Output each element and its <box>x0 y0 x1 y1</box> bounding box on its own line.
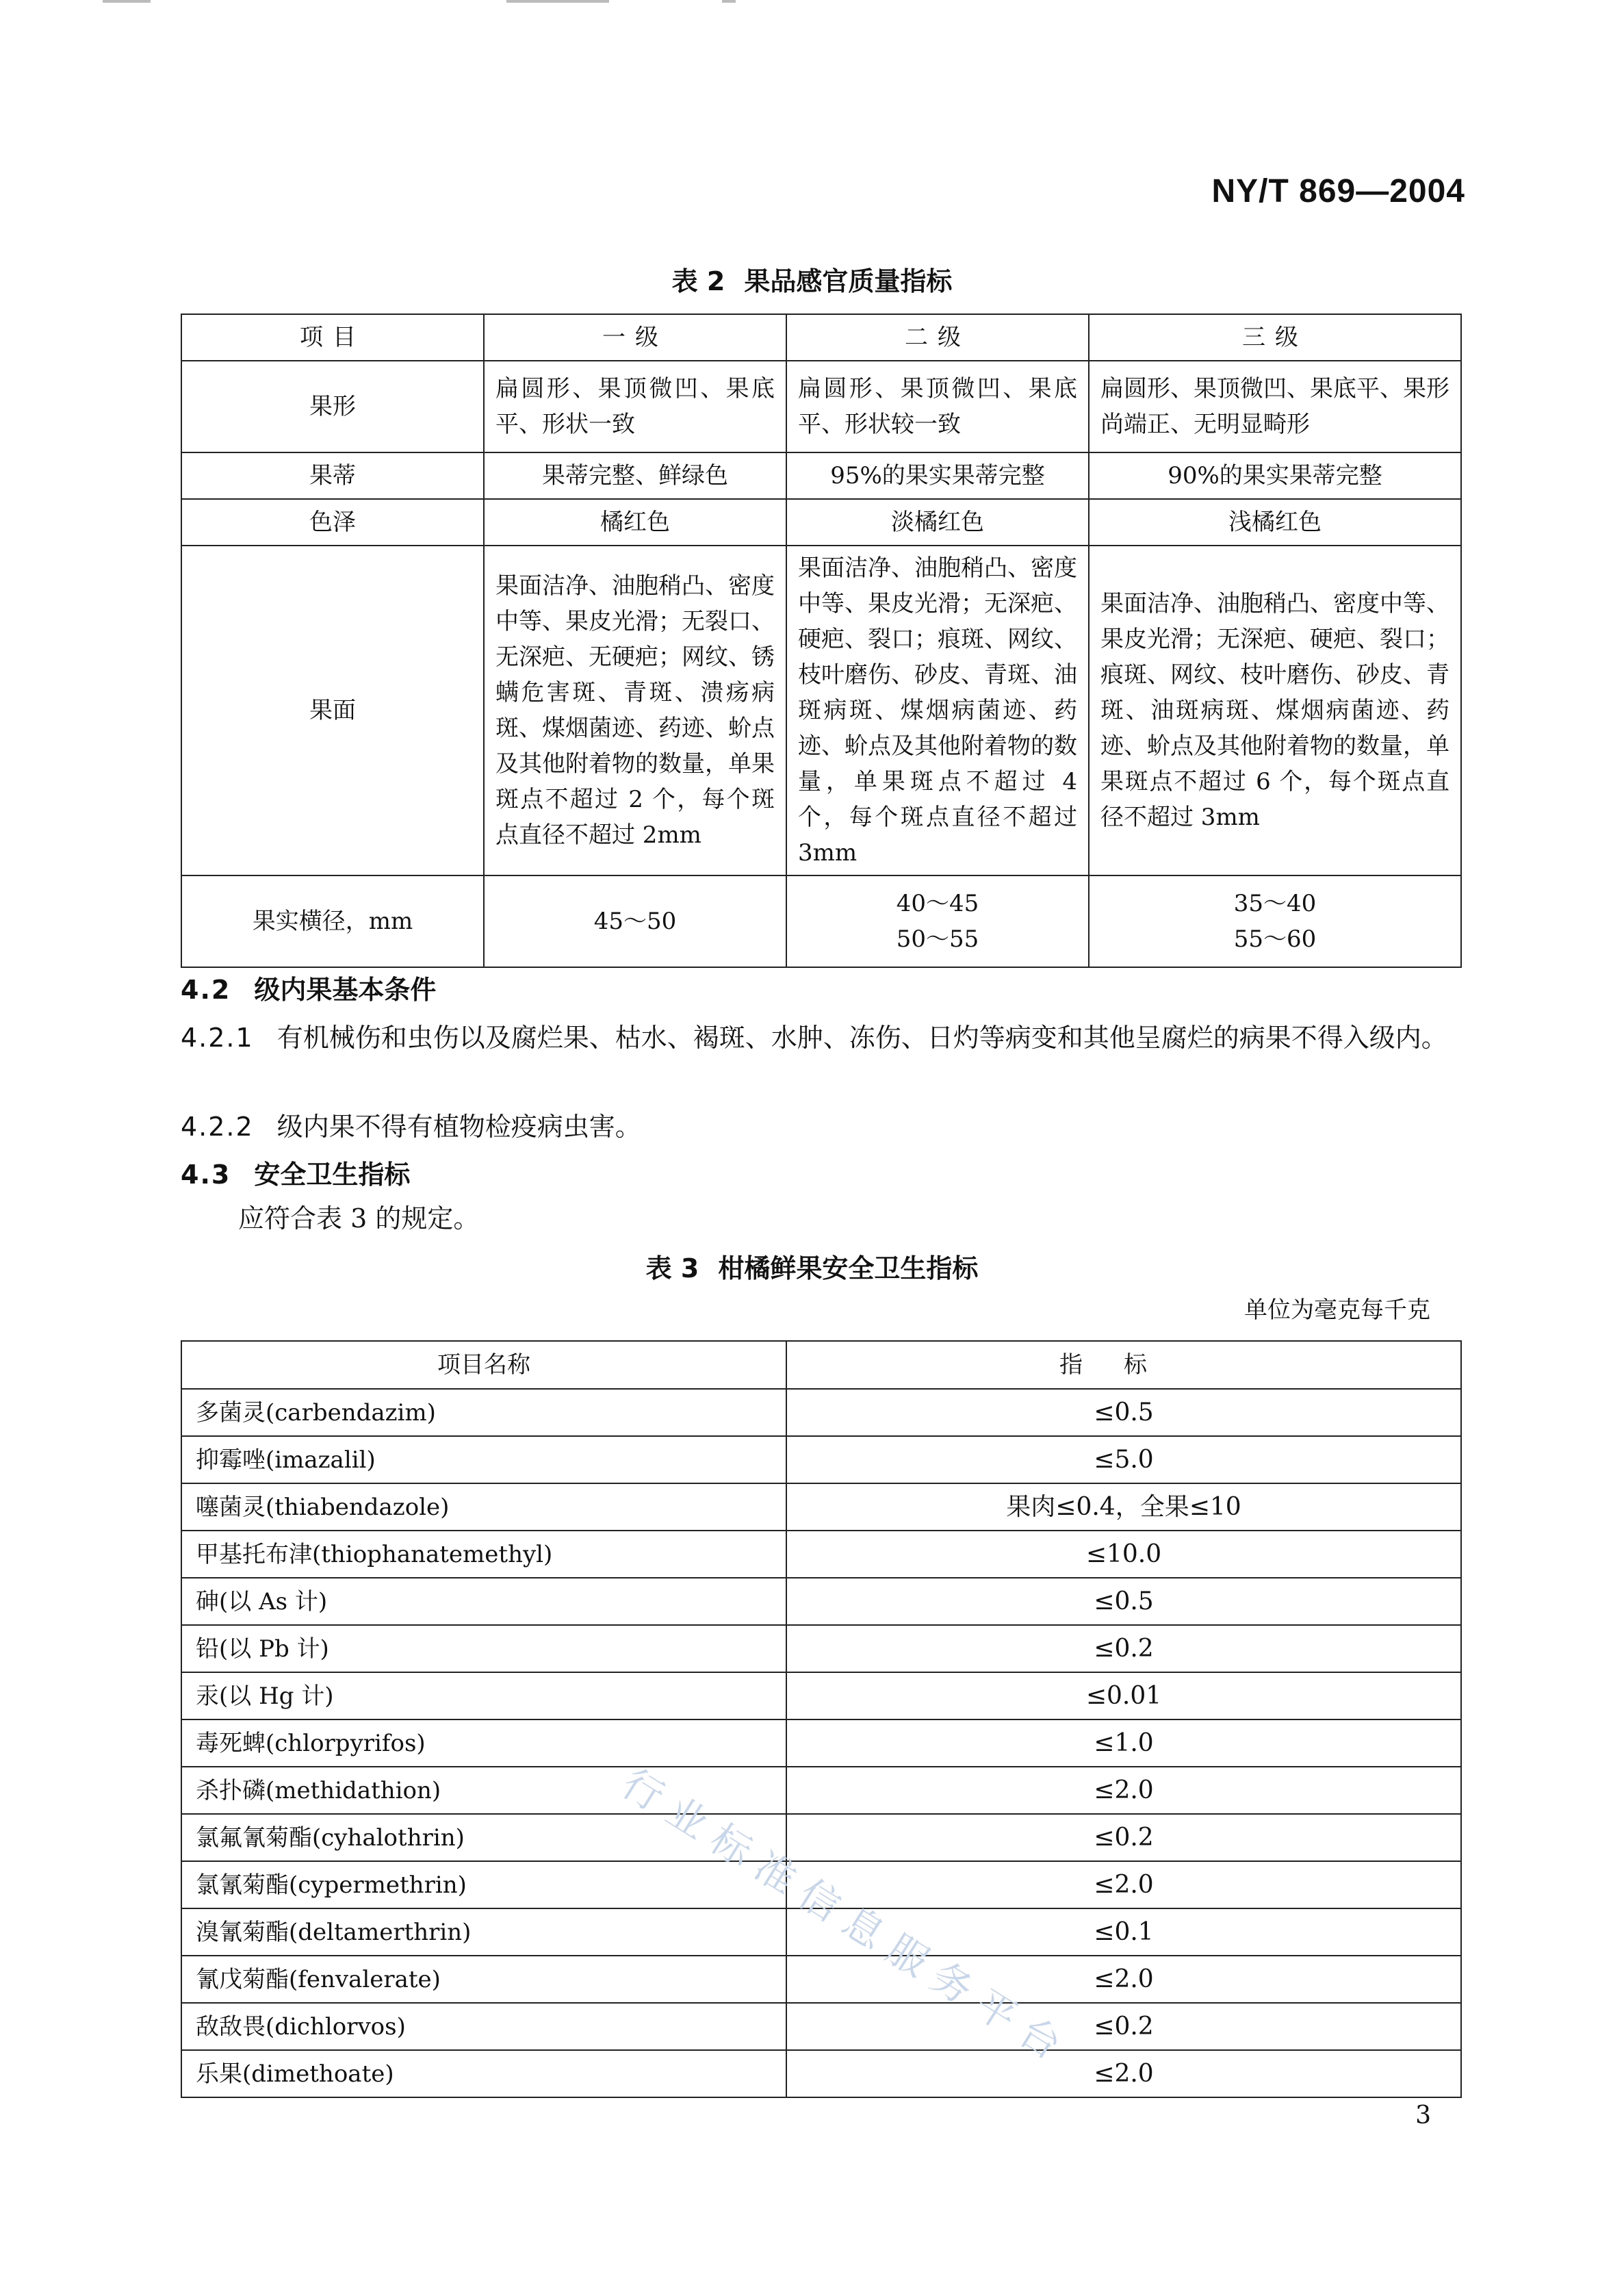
table-header-row <box>181 1341 1461 1389</box>
scan-edge-mark <box>506 0 609 3</box>
limit-value-cell: ≤2.0 <box>786 1767 1461 1814</box>
table-row <box>181 2050 1461 2097</box>
grade1-cell: 45～50 <box>484 875 786 967</box>
grade3-cell: 果面洁净、油胞稍凸、密度中等、果皮光滑；无深疤、硬疤、裂口；痕斑、网纹、枝叶磨伤、砂皮、青斑、油斑病斑、煤烟病菌迹、药迹、蚧点及其他附着物的数量，单果斑点不超过 6 个，每个斑点直径不超过 3mm <box>1089 546 1461 875</box>
limit-value-cell: ≤2.0 <box>786 1956 1461 2003</box>
table-row <box>181 875 1461 967</box>
table-row <box>181 1767 1461 1814</box>
table2-title: 果品感官质量指标 <box>744 266 953 296</box>
table-row <box>181 546 1461 875</box>
section-number: 4.3 <box>181 1160 231 1190</box>
table3-body <box>181 1389 1461 2097</box>
table3-number: 表 3 <box>645 1253 699 1283</box>
item-name-cell: 敌敌畏(dichlorvos) <box>181 2003 786 2050</box>
limit-value-cell: ≤2.0 <box>786 1861 1461 1908</box>
table-row <box>181 2003 1461 2050</box>
table-row <box>181 499 1461 546</box>
table-row <box>181 1389 1461 1436</box>
grade1-cell: 果面洁净、油胞稍凸、密度中等、果皮光滑；无裂口、无深疤、无硬疤；网纹、锈螨危害斑、青斑、溃疡病斑、煤烟菌迹、药迹、蚧点及其他附着物的数量，单果斑点不超过 2 个，每个斑点直径不超过 2mm <box>484 546 786 875</box>
table-row <box>181 1719 1461 1767</box>
sensory-quality-table <box>181 314 1462 968</box>
limit-value-cell: ≤0.5 <box>786 1389 1461 1436</box>
page-number: 3 <box>1415 2101 1431 2130</box>
row-label: 色泽 <box>181 499 484 546</box>
grade3-cell <box>1089 875 1461 967</box>
grade3-cell: 90%的果实果蒂完整 <box>1089 452 1461 499</box>
grade2-cell: 淡橘红色 <box>786 499 1089 546</box>
table-row <box>181 1531 1461 1578</box>
clause-4-2-1 <box>181 1014 1460 1061</box>
section-title: 安全卫生指标 <box>254 1160 411 1190</box>
table-row <box>181 1672 1461 1719</box>
grade1-cell: 橘红色 <box>484 499 786 546</box>
section-4-3-heading <box>181 1155 410 1194</box>
limit-value-cell: ≤0.2 <box>786 1625 1461 1672</box>
clause-number: 4.2.1 <box>181 1023 254 1053</box>
range-value: 55～60 <box>1233 925 1317 953</box>
scan-edge-mark <box>103 0 151 3</box>
range-value: 35～40 <box>1233 890 1317 917</box>
safety-hygiene-table <box>181 1340 1462 2098</box>
grade1-cell: 果蒂完整、鲜绿色 <box>484 452 786 499</box>
range-value: 40～45 <box>896 890 979 917</box>
item-name-cell: 汞(以 Hg 计) <box>181 1672 786 1719</box>
table2-caption <box>0 260 1624 298</box>
clause-text: 级内果不得有植物检疫病虫害。 <box>276 1112 641 1142</box>
item-name-cell: 噻菌灵(thiabendazole) <box>181 1483 786 1531</box>
limit-value-cell: ≤0.1 <box>786 1908 1461 1956</box>
scan-edge-mark <box>722 0 736 3</box>
item-name-cell: 杀扑磷(methidathion) <box>181 1767 786 1814</box>
table3-unit: 单位为毫克每千克 <box>1244 1296 1430 1324</box>
column-header: 一级 <box>484 314 786 361</box>
section-4-2-heading <box>181 971 436 1009</box>
row-label: 果实横径，mm <box>181 875 484 967</box>
standard-code: NY/T 869—2004 <box>1211 173 1465 209</box>
limit-value-cell: ≤1.0 <box>786 1719 1461 1767</box>
table-row <box>181 1956 1461 2003</box>
table-row <box>181 1814 1461 1861</box>
limit-value-cell: ≤0.2 <box>786 2003 1461 2050</box>
table2-number: 表 2 <box>671 266 725 296</box>
item-name-cell: 甲基托布津(thiophanatemethyl) <box>181 1531 786 1578</box>
grade1-cell: 扁圆形、果顶微凹、果底平、形状一致 <box>484 361 786 452</box>
grade2-cell: 扁圆形、果顶微凹、果底平、形状较一致 <box>786 361 1089 452</box>
column-header: 项目 <box>181 314 484 361</box>
row-label: 果形 <box>181 361 484 452</box>
item-name-cell: 溴氰菊酯(deltamerthrin) <box>181 1908 786 1956</box>
limit-value-cell: ≤0.01 <box>786 1672 1461 1719</box>
item-name-cell: 砷(以 As 计) <box>181 1578 786 1625</box>
table3-title: 柑橘鲜果安全卫生指标 <box>718 1253 979 1283</box>
column-header: 项目名称 <box>181 1341 786 1389</box>
grade2-cell: 95%的果实果蒂完整 <box>786 452 1089 499</box>
grade2-cell <box>786 875 1089 967</box>
item-name-cell: 铅(以 Pb 计) <box>181 1625 786 1672</box>
clause-4-3-text: 应符合表 3 的规定。 <box>238 1203 480 1233</box>
table-row <box>181 1578 1461 1625</box>
section-number: 4.2 <box>181 975 231 1005</box>
grade2-cell: 果面洁净、油胞稍凸、密度中等、果皮光滑；无深疤、硬疤、裂口；痕斑、网纹、枝叶磨伤、砂皮、青斑、油斑病斑、煤烟病菌迹、药迹、蚧点及其他附着物的数量，单果斑点不超过 4 个，每个斑点直径不超过 3mm <box>786 546 1089 875</box>
row-label: 果蒂 <box>181 452 484 499</box>
item-name-cell: 氯氰菊酯(cypermethrin) <box>181 1861 786 1908</box>
item-name-cell: 氰戊菊酯(fenvalerate) <box>181 1956 786 2003</box>
table-row <box>181 361 1461 452</box>
table-row <box>181 1436 1461 1483</box>
table3-caption <box>0 1247 1624 1285</box>
limit-value-cell: ≤0.5 <box>786 1578 1461 1625</box>
item-name-cell: 多菌灵(carbendazim) <box>181 1389 786 1436</box>
item-name-cell: 乐果(dimethoate) <box>181 2050 786 2097</box>
column-header: 指标 <box>786 1341 1461 1389</box>
table-row <box>181 1625 1461 1672</box>
column-header: 二级 <box>786 314 1089 361</box>
item-name-cell: 氯氟氰菊酯(cyhalothrin) <box>181 1814 786 1861</box>
table-row <box>181 452 1461 499</box>
section-title: 级内果基本条件 <box>254 975 437 1005</box>
item-name-cell: 抑霉唑(imazalil) <box>181 1436 786 1483</box>
clause-text: 有机械伤和虫伤以及腐烂果、枯水、褐斑、水肿、冻伤、日灼等病变和其他呈腐烂的病果不得入级内。 <box>276 1023 1447 1053</box>
limit-value-cell: ≤0.2 <box>786 1814 1461 1861</box>
limit-value-cell: ≤2.0 <box>786 2050 1461 2097</box>
table-header-row <box>181 314 1461 361</box>
clause-number: 4.2.2 <box>181 1112 254 1142</box>
grade3-cell: 扁圆形、果顶微凹、果底平、果形尚端正、无明显畸形 <box>1089 361 1461 452</box>
limit-value-cell: ≤5.0 <box>786 1436 1461 1483</box>
grade3-cell: 浅橘红色 <box>1089 499 1461 546</box>
limit-value-cell: ≤10.0 <box>786 1531 1461 1578</box>
column-header: 三级 <box>1089 314 1461 361</box>
watermark: 行业标准信息服务平台 <box>614 1760 1080 2075</box>
limit-value-cell: 果肉≤0.4，全果≤10 <box>786 1483 1461 1531</box>
table-row <box>181 1483 1461 1531</box>
range-value: 50～55 <box>896 925 979 953</box>
row-label: 果面 <box>181 546 484 875</box>
clause-4-2-2 <box>181 1108 641 1146</box>
item-name-cell: 毒死蜱(chlorpyrifos) <box>181 1719 786 1767</box>
